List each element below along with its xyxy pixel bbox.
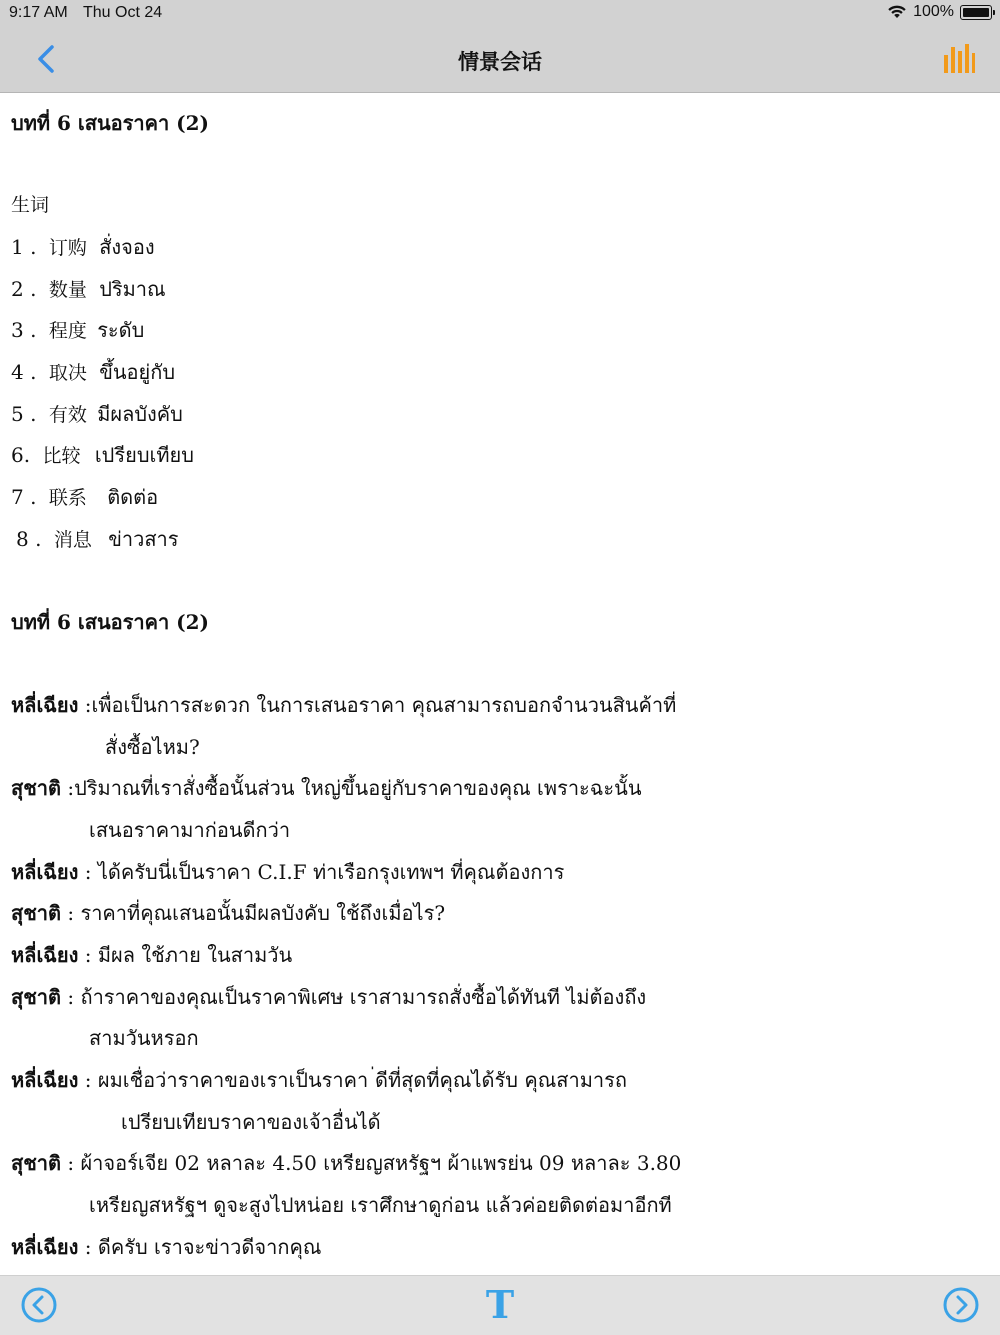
vocab-heading: 生词 (11, 194, 50, 216)
battery-icon (960, 5, 992, 20)
dialogue-line (11, 860, 564, 884)
vocab-thai: ติดต่อ (107, 485, 159, 509)
vocab-thai: ขึ้นอยู่กับ (99, 360, 176, 384)
vocab-item (11, 443, 194, 468)
speaker-name: สุชาติ (11, 901, 61, 925)
vocab-number: 1 . (11, 235, 37, 259)
vocab-item (16, 527, 179, 552)
dialogue-text: : ได้ครับนี่เป็นราคา C.I.F ท่าเรือกรุงเทพฯ ที่คุณต้องการ (78, 860, 565, 884)
nav-bar (0, 26, 1000, 93)
vocab-chinese: 程度 (48, 320, 87, 342)
vocab-item (11, 318, 144, 343)
vocab-number: 8 . (16, 527, 42, 551)
vocab-number: 2 . (11, 277, 37, 301)
speaker-name: สุชาติ (11, 1151, 61, 1175)
status-right (887, 3, 992, 21)
dialogue-continuation: สามวันหรอก (89, 1026, 199, 1050)
speaker-name: หลี่เฉียง (11, 1235, 79, 1259)
vocab-thai: ข่าวสาร (108, 527, 179, 551)
dialogue-line (11, 1235, 321, 1259)
vocab-number: 6. (11, 443, 31, 467)
vocab-chinese: 有效 (48, 404, 87, 426)
vocab-chinese: 消息 (53, 529, 92, 551)
dialogue-continuation: เหรียญสหรัฐฯ ดูจะสูงไปหน่อย เราศึกษาดูก่อน แล้วค่อยติดต่อมาอีกที (89, 1193, 672, 1217)
speaker-name: สุชาติ (11, 776, 61, 800)
vocab-thai: สั่งจอง (99, 235, 155, 259)
page-title: 情景会话 (458, 50, 542, 74)
speaker-name: หลี่เฉียง (11, 943, 79, 967)
circle-chevron-left-icon[interactable] (20, 1286, 58, 1324)
bottom-toolbar (0, 1275, 1000, 1335)
vocab-thai: ระดับ (97, 318, 145, 342)
dialogue-continuation: เปรียบเทียบราคาของเจ้าอื่นได้ (121, 1110, 381, 1134)
dialogue-line (11, 1151, 681, 1175)
vocab-chinese: 数量 (48, 279, 87, 301)
vocab-chinese: 订购 (48, 237, 87, 259)
dialogue-line (11, 985, 646, 1009)
speaker-name: สุชาติ (11, 985, 61, 1009)
dialogue-text: :เพื่อเป็นการสะดวก ในการเสนอราคา คุณสามารถบอกจำนวนสินค้าที่ (78, 693, 677, 717)
bar-chart-icon[interactable] (940, 41, 976, 77)
status-bar (0, 0, 1000, 26)
vocab-thai: มีผลบังคับ (97, 402, 183, 426)
dialogue-line (11, 943, 292, 967)
lesson-heading: บทที่ 6 เสนอราคา (2) (11, 111, 210, 135)
dialogue-continuation: สั่งซื้อไหม? (105, 735, 200, 759)
vocab-number: 3 . (11, 318, 37, 342)
speaker-name: หลี่เฉียง (11, 860, 79, 884)
status-date: Thu Oct 24 (83, 4, 163, 21)
dialogue-text: : ผมเชื่อว่าราคาของเราเป็นราคา ่ดีที่สุดที่คุณได้รับ คุณสามารถ (78, 1068, 627, 1092)
battery-percent: 100% (913, 3, 954, 20)
dialogue-heading: บทที่ 6 เสนอราคา (2) (11, 610, 210, 634)
dialogue-continuation: เสนอราคามาก่อนดีกว่า (89, 818, 291, 842)
vocab-item (11, 360, 175, 385)
status-time: 9:17 AM (9, 4, 68, 21)
wifi-icon (887, 4, 907, 20)
vocab-thai: ปริมาณ (99, 277, 166, 301)
vocab-chinese: 取决 (48, 362, 87, 384)
dialogue-line (11, 776, 642, 800)
dialogue-text: : มีผล ใช้ภาย ในสามวัน (78, 943, 293, 967)
dialogue-text: : ราคาที่คุณเสนอนั้นมีผลบังคับ ใช้ถึงเมื่อไร? (61, 901, 446, 925)
speaker-name: หลี่เฉียง (11, 693, 79, 717)
vocab-number: 7 . (11, 485, 37, 509)
vocab-item (11, 235, 155, 260)
dialogue-text: : ผ้าจอร์เจีย 02 หลาละ 4.50 เหรียญสหรัฐฯ ผ้าแพรย่น 09 หลาละ 3.80 (61, 1151, 682, 1175)
circle-chevron-right-icon[interactable] (942, 1286, 980, 1324)
lesson-content (0, 93, 1000, 1275)
dialogue-line (11, 901, 445, 925)
vocab-item (11, 277, 166, 302)
dialogue-text: :ปริมาณที่เราสั่งซื้อนั้นส่วน ใหญ่ขึ้นอยู่กับราคาของคุณ เพราะฉะนั้น (61, 776, 642, 800)
dialogue-line (11, 1068, 627, 1092)
dialogue-text: : ถ้าราคาของคุณเป็นราคาพิเศษ เราสามารถสั่งซื้อได้ทันที ไม่ต้องถึง (61, 985, 647, 1009)
vocab-item (11, 485, 158, 510)
vocab-number: 4 . (11, 360, 37, 384)
vocab-number: 5 . (11, 402, 37, 426)
speaker-name: หลี่เฉียง (11, 1068, 79, 1092)
font-size-button[interactable]: T (485, 1282, 515, 1327)
dialogue-text: : ดีครับ เราจะข่าวดีจากคุณ (78, 1235, 322, 1259)
dialogue-line (11, 693, 676, 717)
vocab-thai: เปรียบเทียบ (94, 443, 194, 467)
vocab-chinese: 联系 (48, 487, 87, 509)
vocab-item (11, 402, 183, 427)
vocab-chinese: 比较 (42, 445, 81, 467)
